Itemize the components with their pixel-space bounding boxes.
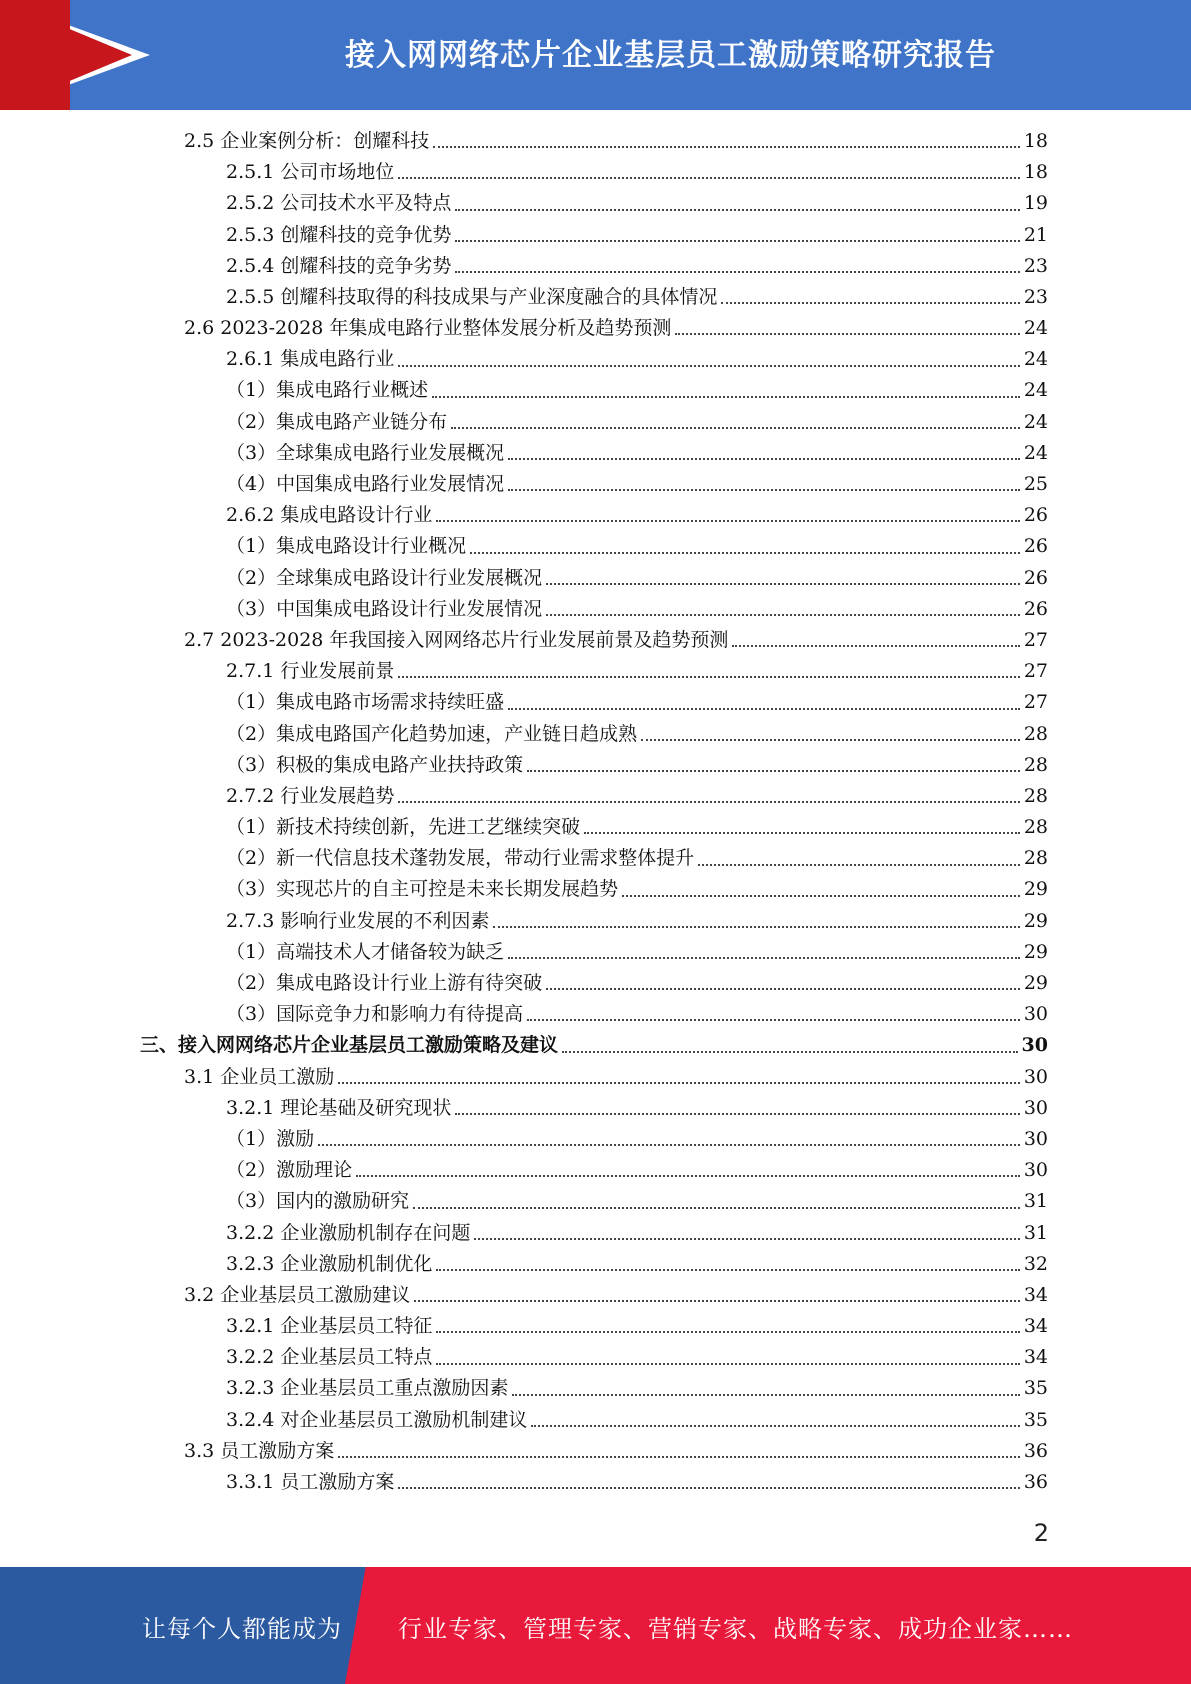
toc-entry-page: 23 bbox=[1023, 285, 1048, 308]
toc-entry[interactable] bbox=[140, 313, 1048, 344]
toc-entry-page: 26 bbox=[1023, 535, 1048, 558]
toc-leader-dots bbox=[455, 209, 1019, 211]
toc-entry[interactable] bbox=[140, 719, 1048, 750]
toc-entry-title: （2）激励理论 bbox=[226, 1159, 353, 1182]
toc-entry[interactable] bbox=[140, 251, 1048, 282]
toc-entry[interactable] bbox=[140, 968, 1048, 999]
toc-entry-title: 3.2.1 企业基层员工特征 bbox=[226, 1315, 433, 1338]
toc-leader-dots bbox=[436, 1269, 1019, 1271]
toc-leader-dots bbox=[455, 240, 1019, 242]
toc-entry-title: 2.5.5 创耀科技取得的科技成果与产业深度融合的具体情况 bbox=[226, 285, 718, 308]
toc-entry[interactable] bbox=[140, 282, 1048, 313]
toc-entry-title: 3.2.3 企业基层员工重点激励因素 bbox=[226, 1377, 509, 1400]
toc-leader-dots bbox=[622, 895, 1020, 897]
footer-slogan-right: 行业专家、管理专家、营销专家、战略专家、成功企业家…… bbox=[398, 1615, 1073, 1643]
page-number: 2 bbox=[1033, 1519, 1049, 1547]
toc-entry-page: 32 bbox=[1023, 1252, 1048, 1275]
toc-entry[interactable] bbox=[140, 1030, 1048, 1061]
toc-leader-dots bbox=[546, 988, 1020, 990]
report-title: 接入网网络芯片企业基层员工激励策略研究报告 bbox=[345, 38, 996, 73]
toc-entry-title: 3.2.2 企业基层员工特点 bbox=[226, 1346, 433, 1369]
toc-entry-title: 2.5.3 创耀科技的竞争优势 bbox=[226, 223, 452, 246]
toc-entry-page: 21 bbox=[1023, 223, 1048, 246]
toc-entry[interactable] bbox=[140, 781, 1048, 812]
toc-entry-title: （2）集成电路国产化趋势加速，产业链日趋成熟 bbox=[226, 722, 638, 745]
toc-leader-dots bbox=[356, 1175, 1020, 1177]
toc-entry-page: 24 bbox=[1023, 410, 1048, 433]
toc-entry[interactable] bbox=[140, 625, 1048, 656]
toc-leader-dots bbox=[338, 1082, 1020, 1084]
toc-leader-dots bbox=[398, 365, 1019, 367]
toc-entry[interactable] bbox=[140, 937, 1048, 968]
header-arrow bbox=[0, 0, 132, 110]
toc-leader-dots bbox=[413, 1207, 1020, 1209]
toc-entry[interactable] bbox=[140, 438, 1048, 469]
toc-entry-title: （3）中国集成电路设计行业发展情况 bbox=[226, 597, 543, 620]
toc-entry-page: 31 bbox=[1023, 1221, 1048, 1244]
toc-entry-page: 30 bbox=[1021, 1034, 1048, 1057]
toc-entry-title: （2）全球集成电路设计行业发展概况 bbox=[226, 566, 543, 589]
toc-entry-page: 30 bbox=[1023, 1127, 1048, 1150]
toc-entry-page: 29 bbox=[1023, 909, 1048, 932]
toc-leader-dots bbox=[436, 1363, 1019, 1365]
toc-leader-dots bbox=[338, 1456, 1020, 1458]
toc-entry-page: 30 bbox=[1023, 1065, 1048, 1088]
toc-entry[interactable] bbox=[140, 1062, 1048, 1093]
toc-leader-dots bbox=[508, 458, 1020, 460]
toc-entry-page: 27 bbox=[1023, 660, 1048, 683]
toc-entry-title: （3）实现芯片的自主可控是未来长期发展趋势 bbox=[226, 878, 619, 901]
toc-leader-dots bbox=[470, 552, 1020, 554]
toc-entry-title: 2.7.2 行业发展趋势 bbox=[226, 784, 395, 807]
toc-entry[interactable] bbox=[140, 1342, 1048, 1373]
toc-leader-dots bbox=[398, 177, 1019, 179]
toc-leader-dots bbox=[433, 146, 1020, 148]
toc-leader-dots bbox=[398, 801, 1019, 803]
toc-entry-page: 29 bbox=[1023, 878, 1048, 901]
toc-entry-page: 24 bbox=[1023, 348, 1048, 371]
toc-entry-title: 3.2.2 企业激励机制存在问题 bbox=[226, 1221, 471, 1244]
toc-entry-title: 2.6 2023-2028 年集成电路行业整体发展分析及趋势预测 bbox=[184, 317, 672, 340]
toc-entry-title: 2.6.2 集成电路设计行业 bbox=[226, 504, 433, 527]
toc-entry[interactable] bbox=[140, 656, 1048, 687]
toc-entry[interactable] bbox=[140, 376, 1048, 407]
toc-entry-page: 23 bbox=[1023, 254, 1048, 277]
toc-entry[interactable] bbox=[140, 220, 1048, 251]
toc-entry-title: 2.5 企业案例分析：创耀科技 bbox=[184, 129, 430, 152]
toc-entry-page: 36 bbox=[1023, 1471, 1048, 1494]
toc-entry[interactable] bbox=[140, 1374, 1048, 1405]
toc-leader-dots bbox=[698, 864, 1020, 866]
toc-entry-title: （4）中国集成电路行业发展情况 bbox=[226, 473, 505, 496]
toc-entry-page: 19 bbox=[1023, 192, 1048, 215]
toc-entry-page: 34 bbox=[1023, 1346, 1048, 1369]
toc-leader-dots bbox=[451, 427, 1020, 429]
toc-entry[interactable] bbox=[140, 469, 1048, 500]
toc-leader-dots bbox=[436, 1331, 1019, 1333]
toc-entry[interactable] bbox=[140, 875, 1048, 906]
toc-entry[interactable] bbox=[140, 1311, 1048, 1342]
toc-leader-dots bbox=[527, 1019, 1020, 1021]
toc-entry-title: （1）激励 bbox=[226, 1127, 315, 1150]
toc-entry[interactable] bbox=[140, 563, 1048, 594]
toc-entry-page: 28 bbox=[1023, 784, 1048, 807]
toc-entry[interactable] bbox=[140, 1186, 1048, 1217]
toc-entry[interactable] bbox=[140, 188, 1048, 219]
toc-leader-dots bbox=[721, 302, 1019, 304]
toc-entry-title: （3）全球集成电路行业发展概况 bbox=[226, 441, 505, 464]
toc-entry-title: 3.1 企业员工激励 bbox=[184, 1065, 335, 1088]
toc-entry-title: 三、接入网网络芯片企业基层员工激励策略及建议 bbox=[140, 1034, 559, 1057]
toc-leader-dots bbox=[318, 1144, 1020, 1146]
toc-entry-page: 28 bbox=[1023, 753, 1048, 776]
toc-entry-page: 24 bbox=[1023, 379, 1048, 402]
toc-leader-dots bbox=[508, 957, 1020, 959]
toc-entry[interactable] bbox=[140, 1405, 1048, 1436]
toc-leader-dots bbox=[527, 770, 1020, 772]
toc-leader-dots bbox=[546, 614, 1020, 616]
toc-entry-page: 27 bbox=[1023, 628, 1048, 651]
toc-entry-title: （3）积极的集成电路产业扶持政策 bbox=[226, 753, 524, 776]
toc-entry-page: 34 bbox=[1023, 1315, 1048, 1338]
toc-entry-title: 3.2.3 企业激励机制优化 bbox=[226, 1252, 433, 1275]
toc-entry-page: 35 bbox=[1023, 1408, 1048, 1431]
toc-entry-page: 31 bbox=[1023, 1190, 1048, 1213]
toc-entry-page: 29 bbox=[1023, 972, 1048, 995]
toc-leader-dots bbox=[398, 676, 1019, 678]
toc-entry-title: 3.2.1 理论基础及研究现状 bbox=[226, 1096, 452, 1119]
toc-entry-title: 2.7 2023-2028 年我国接入网网络芯片行业发展前景及趋势预测 bbox=[184, 628, 729, 651]
toc-entry-title: （2）新一代信息技术蓬勃发展，带动行业需求整体提升 bbox=[226, 847, 695, 870]
toc-leader-dots bbox=[432, 396, 1020, 398]
toc-leader-dots bbox=[512, 1394, 1019, 1396]
toc-entry-page: 28 bbox=[1023, 722, 1048, 745]
toc-entry[interactable] bbox=[140, 1249, 1048, 1280]
toc-entry[interactable] bbox=[140, 126, 1048, 157]
toc-entry-title: 2.7.1 行业发展前景 bbox=[226, 660, 395, 683]
toc-entry-page: 28 bbox=[1023, 847, 1048, 870]
toc-entry-title: （1）集成电路设计行业概况 bbox=[226, 535, 467, 558]
toc-entry[interactable] bbox=[140, 1093, 1048, 1124]
toc-entry-title: 2.6.1 集成电路行业 bbox=[226, 348, 395, 371]
toc-entry-page: 25 bbox=[1023, 473, 1048, 496]
toc-entry[interactable] bbox=[140, 1280, 1048, 1311]
toc-leader-dots bbox=[455, 271, 1019, 273]
toc-entry-page: 34 bbox=[1023, 1283, 1048, 1306]
table-of-contents bbox=[140, 126, 1048, 1498]
page-header bbox=[0, 0, 1191, 110]
toc-entry-page: 26 bbox=[1023, 504, 1048, 527]
toc-leader-dots bbox=[562, 1051, 1018, 1053]
toc-entry-title: 3.3 员工激励方案 bbox=[184, 1439, 335, 1462]
toc-entry-page: 18 bbox=[1023, 129, 1048, 152]
toc-entry-title: 2.5.2 公司技术水平及特点 bbox=[226, 192, 452, 215]
toc-entry-page: 26 bbox=[1023, 597, 1048, 620]
toc-entry[interactable] bbox=[140, 750, 1048, 781]
toc-entry-page: 35 bbox=[1023, 1377, 1048, 1400]
toc-entry-page: 18 bbox=[1023, 161, 1048, 184]
toc-entry-title: 3.2 企业基层员工激励建议 bbox=[184, 1283, 411, 1306]
toc-entry[interactable] bbox=[140, 843, 1048, 874]
toc-leader-dots bbox=[531, 1425, 1019, 1427]
toc-leader-dots bbox=[675, 333, 1019, 335]
toc-entry-page: 30 bbox=[1023, 1159, 1048, 1182]
toc-entry[interactable] bbox=[140, 1124, 1048, 1155]
toc-entry-title: 2.5.1 公司市场地位 bbox=[226, 161, 395, 184]
toc-entry[interactable] bbox=[140, 906, 1048, 937]
toc-entry[interactable] bbox=[140, 687, 1048, 718]
toc-entry-title: 2.7.3 影响行业发展的不利因素 bbox=[226, 909, 490, 932]
toc-entry[interactable] bbox=[140, 1155, 1048, 1186]
toc-entry-title: （1）新技术持续创新，先进工艺继续突破 bbox=[226, 816, 581, 839]
toc-entry-page: 28 bbox=[1023, 816, 1048, 839]
toc-entry[interactable] bbox=[140, 812, 1048, 843]
toc-leader-dots bbox=[455, 1113, 1019, 1115]
toc-entry-title: （2）集成电路产业链分布 bbox=[226, 410, 448, 433]
toc-entry-title: （1）集成电路行业概述 bbox=[226, 379, 429, 402]
toc-entry-page: 27 bbox=[1023, 691, 1048, 714]
toc-entry[interactable] bbox=[140, 500, 1048, 531]
toc-entry-page: 30 bbox=[1023, 1096, 1048, 1119]
toc-entry-title: 3.2.4 对企业基层员工激励机制建议 bbox=[226, 1408, 528, 1431]
toc-entry-title: （1）高端技术人才储备较为缺乏 bbox=[226, 940, 505, 963]
toc-entry-title: 3.3.1 员工激励方案 bbox=[226, 1471, 395, 1494]
toc-entry[interactable] bbox=[140, 1467, 1048, 1498]
toc-entry[interactable] bbox=[140, 407, 1048, 438]
toc-leader-dots bbox=[493, 926, 1019, 928]
toc-entry-page: 24 bbox=[1023, 441, 1048, 464]
toc-entry[interactable] bbox=[140, 157, 1048, 188]
toc-entry-title: （3）国际竞争力和影响力有待提高 bbox=[226, 1003, 524, 1026]
toc-entry-page: 24 bbox=[1023, 317, 1048, 340]
toc-entry-page: 29 bbox=[1023, 940, 1048, 963]
toc-leader-dots bbox=[398, 1487, 1019, 1489]
toc-entry-title: 2.5.4 创耀科技的竞争劣势 bbox=[226, 254, 452, 277]
toc-entry[interactable] bbox=[140, 1218, 1048, 1249]
page-footer bbox=[0, 1567, 1191, 1684]
toc-leader-dots bbox=[641, 739, 1020, 741]
toc-leader-dots bbox=[508, 489, 1020, 491]
toc-entry-title: （2）集成电路设计行业上游有待突破 bbox=[226, 972, 543, 995]
toc-entry[interactable] bbox=[140, 1436, 1048, 1467]
toc-entry[interactable] bbox=[140, 999, 1048, 1030]
toc-leader-dots bbox=[508, 708, 1020, 710]
toc-leader-dots bbox=[414, 1300, 1020, 1302]
toc-entry-title: （1）集成电路市场需求持续旺盛 bbox=[226, 691, 505, 714]
toc-leader-dots bbox=[732, 645, 1019, 647]
toc-leader-dots bbox=[546, 583, 1020, 585]
toc-entry[interactable] bbox=[140, 344, 1048, 375]
toc-entry[interactable] bbox=[140, 531, 1048, 562]
toc-leader-dots bbox=[474, 1238, 1019, 1240]
toc-entry[interactable] bbox=[140, 594, 1048, 625]
footer-slogan-left: 让每个人都能成为 bbox=[142, 1615, 342, 1643]
toc-entry-page: 26 bbox=[1023, 566, 1048, 589]
toc-entry-page: 30 bbox=[1023, 1003, 1048, 1026]
toc-leader-dots bbox=[584, 832, 1020, 834]
toc-entry-title: （3）国内的激励研究 bbox=[226, 1190, 410, 1213]
toc-entry-page: 36 bbox=[1023, 1439, 1048, 1462]
toc-leader-dots bbox=[436, 520, 1019, 522]
